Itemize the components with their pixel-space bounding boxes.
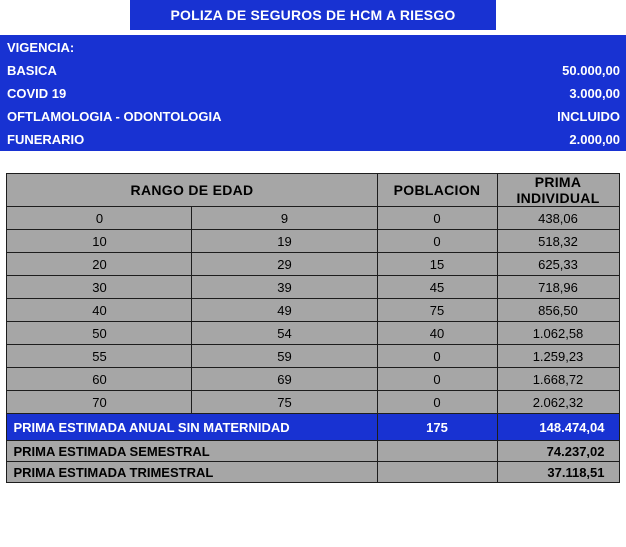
cell-edad-desde: 60 (7, 368, 192, 391)
total-row-trimestral (7, 462, 619, 483)
coverage-row-covid (1, 82, 626, 105)
header-poblacion: POBLACION (377, 174, 497, 207)
header-prima-line2: INDIVIDUAL (516, 190, 600, 207)
table-row (7, 230, 619, 253)
title-row (0, 0, 626, 30)
total-row-anual (7, 414, 619, 441)
cell-edad-hasta: 54 (192, 322, 377, 345)
cell-prima: 718,96 (497, 276, 619, 299)
coverage-label-funerario: FUNERARIO (1, 128, 481, 151)
cell-edad-hasta: 29 (192, 253, 377, 276)
cell-edad-desde: 10 (7, 230, 192, 253)
cell-poblacion: 40 (377, 322, 497, 345)
premium-table-header-row (7, 174, 619, 207)
cell-prima: 1.259,23 (497, 345, 619, 368)
coverage-row-basica (1, 59, 626, 82)
total-trimestral-value: 37.118,51 (497, 462, 619, 483)
table-row (7, 253, 619, 276)
total-row-semestral (7, 441, 619, 462)
coverage-row-funerario (1, 128, 626, 151)
cell-edad-desde: 20 (7, 253, 192, 276)
total-semestral-label: PRIMA ESTIMADA SEMESTRAL (7, 441, 377, 462)
cell-prima: 518,32 (497, 230, 619, 253)
cell-edad-hasta: 19 (192, 230, 377, 253)
cell-edad-desde: 55 (7, 345, 192, 368)
total-anual-poblacion: 175 (377, 414, 497, 441)
coverage-label-oftalmologia: OFTLAMOLOGIA - ODONTOLOGIA (1, 105, 481, 128)
cell-prima: 2.062,32 (497, 391, 619, 414)
header-prima-individual (497, 174, 619, 207)
total-trimestral-label: PRIMA ESTIMADA TRIMESTRAL (7, 462, 377, 483)
total-trimestral-blank (377, 462, 497, 483)
coverage-table (0, 35, 626, 151)
table-row (7, 345, 619, 368)
header-rango-edad: RANGO DE EDAD (7, 174, 377, 207)
cell-poblacion: 0 (377, 345, 497, 368)
coverage-value-oftalmologia: INCLUIDO (481, 105, 626, 128)
title-right-spacer (496, 0, 626, 30)
cell-edad-desde: 50 (7, 322, 192, 345)
cell-poblacion: 75 (377, 299, 497, 322)
cell-prima: 1.062,58 (497, 322, 619, 345)
coverage-value-covid: 3.000,00 (481, 82, 626, 105)
coverage-row-oftalmologia (1, 105, 626, 128)
coverage-value-basica: 50.000,00 (481, 59, 626, 82)
cell-edad-desde: 30 (7, 276, 192, 299)
cell-edad-hasta: 49 (192, 299, 377, 322)
total-semestral-value: 74.237,02 (497, 441, 619, 462)
table-row (7, 391, 619, 414)
cell-poblacion: 0 (377, 230, 497, 253)
page-title: POLIZA DE SEGUROS DE HCM A RIESGO (130, 0, 496, 30)
cell-prima: 1.668,72 (497, 368, 619, 391)
cell-poblacion: 15 (377, 253, 497, 276)
cell-poblacion: 0 (377, 368, 497, 391)
cell-edad-desde: 40 (7, 299, 192, 322)
coverage-label-covid: COVID 19 (1, 82, 481, 105)
cell-prima: 625,33 (497, 253, 619, 276)
total-anual-label: PRIMA ESTIMADA ANUAL SIN MATERNIDAD (7, 414, 377, 441)
total-semestral-blank (377, 441, 497, 462)
cell-prima: 856,50 (497, 299, 619, 322)
cell-poblacion: 0 (377, 391, 497, 414)
header-prima-line1: PRIMA (534, 174, 582, 190)
table-row (7, 207, 619, 230)
cell-edad-hasta: 59 (192, 345, 377, 368)
cell-edad-hasta: 75 (192, 391, 377, 414)
coverage-header-row (1, 36, 626, 59)
table-row (7, 322, 619, 345)
coverage-label-basica: BASICA (1, 59, 481, 82)
premium-table (6, 173, 619, 483)
cell-edad-hasta: 39 (192, 276, 377, 299)
table-row (7, 276, 619, 299)
cell-prima: 438,06 (497, 207, 619, 230)
cell-poblacion: 45 (377, 276, 497, 299)
cell-edad-hasta: 9 (192, 207, 377, 230)
table-row (7, 368, 619, 391)
title-table (0, 0, 626, 30)
coverage-value-funerario: 2.000,00 (481, 128, 626, 151)
coverage-header-label: VIGENCIA: (1, 36, 626, 59)
total-anual-prima: 148.474,04 (497, 414, 619, 441)
cell-edad-hasta: 69 (192, 368, 377, 391)
section-gap (0, 151, 626, 173)
title-left-spacer (0, 0, 130, 30)
table-row (7, 299, 619, 322)
cell-edad-desde: 70 (7, 391, 192, 414)
cell-poblacion: 0 (377, 207, 497, 230)
cell-edad-desde: 0 (7, 207, 192, 230)
